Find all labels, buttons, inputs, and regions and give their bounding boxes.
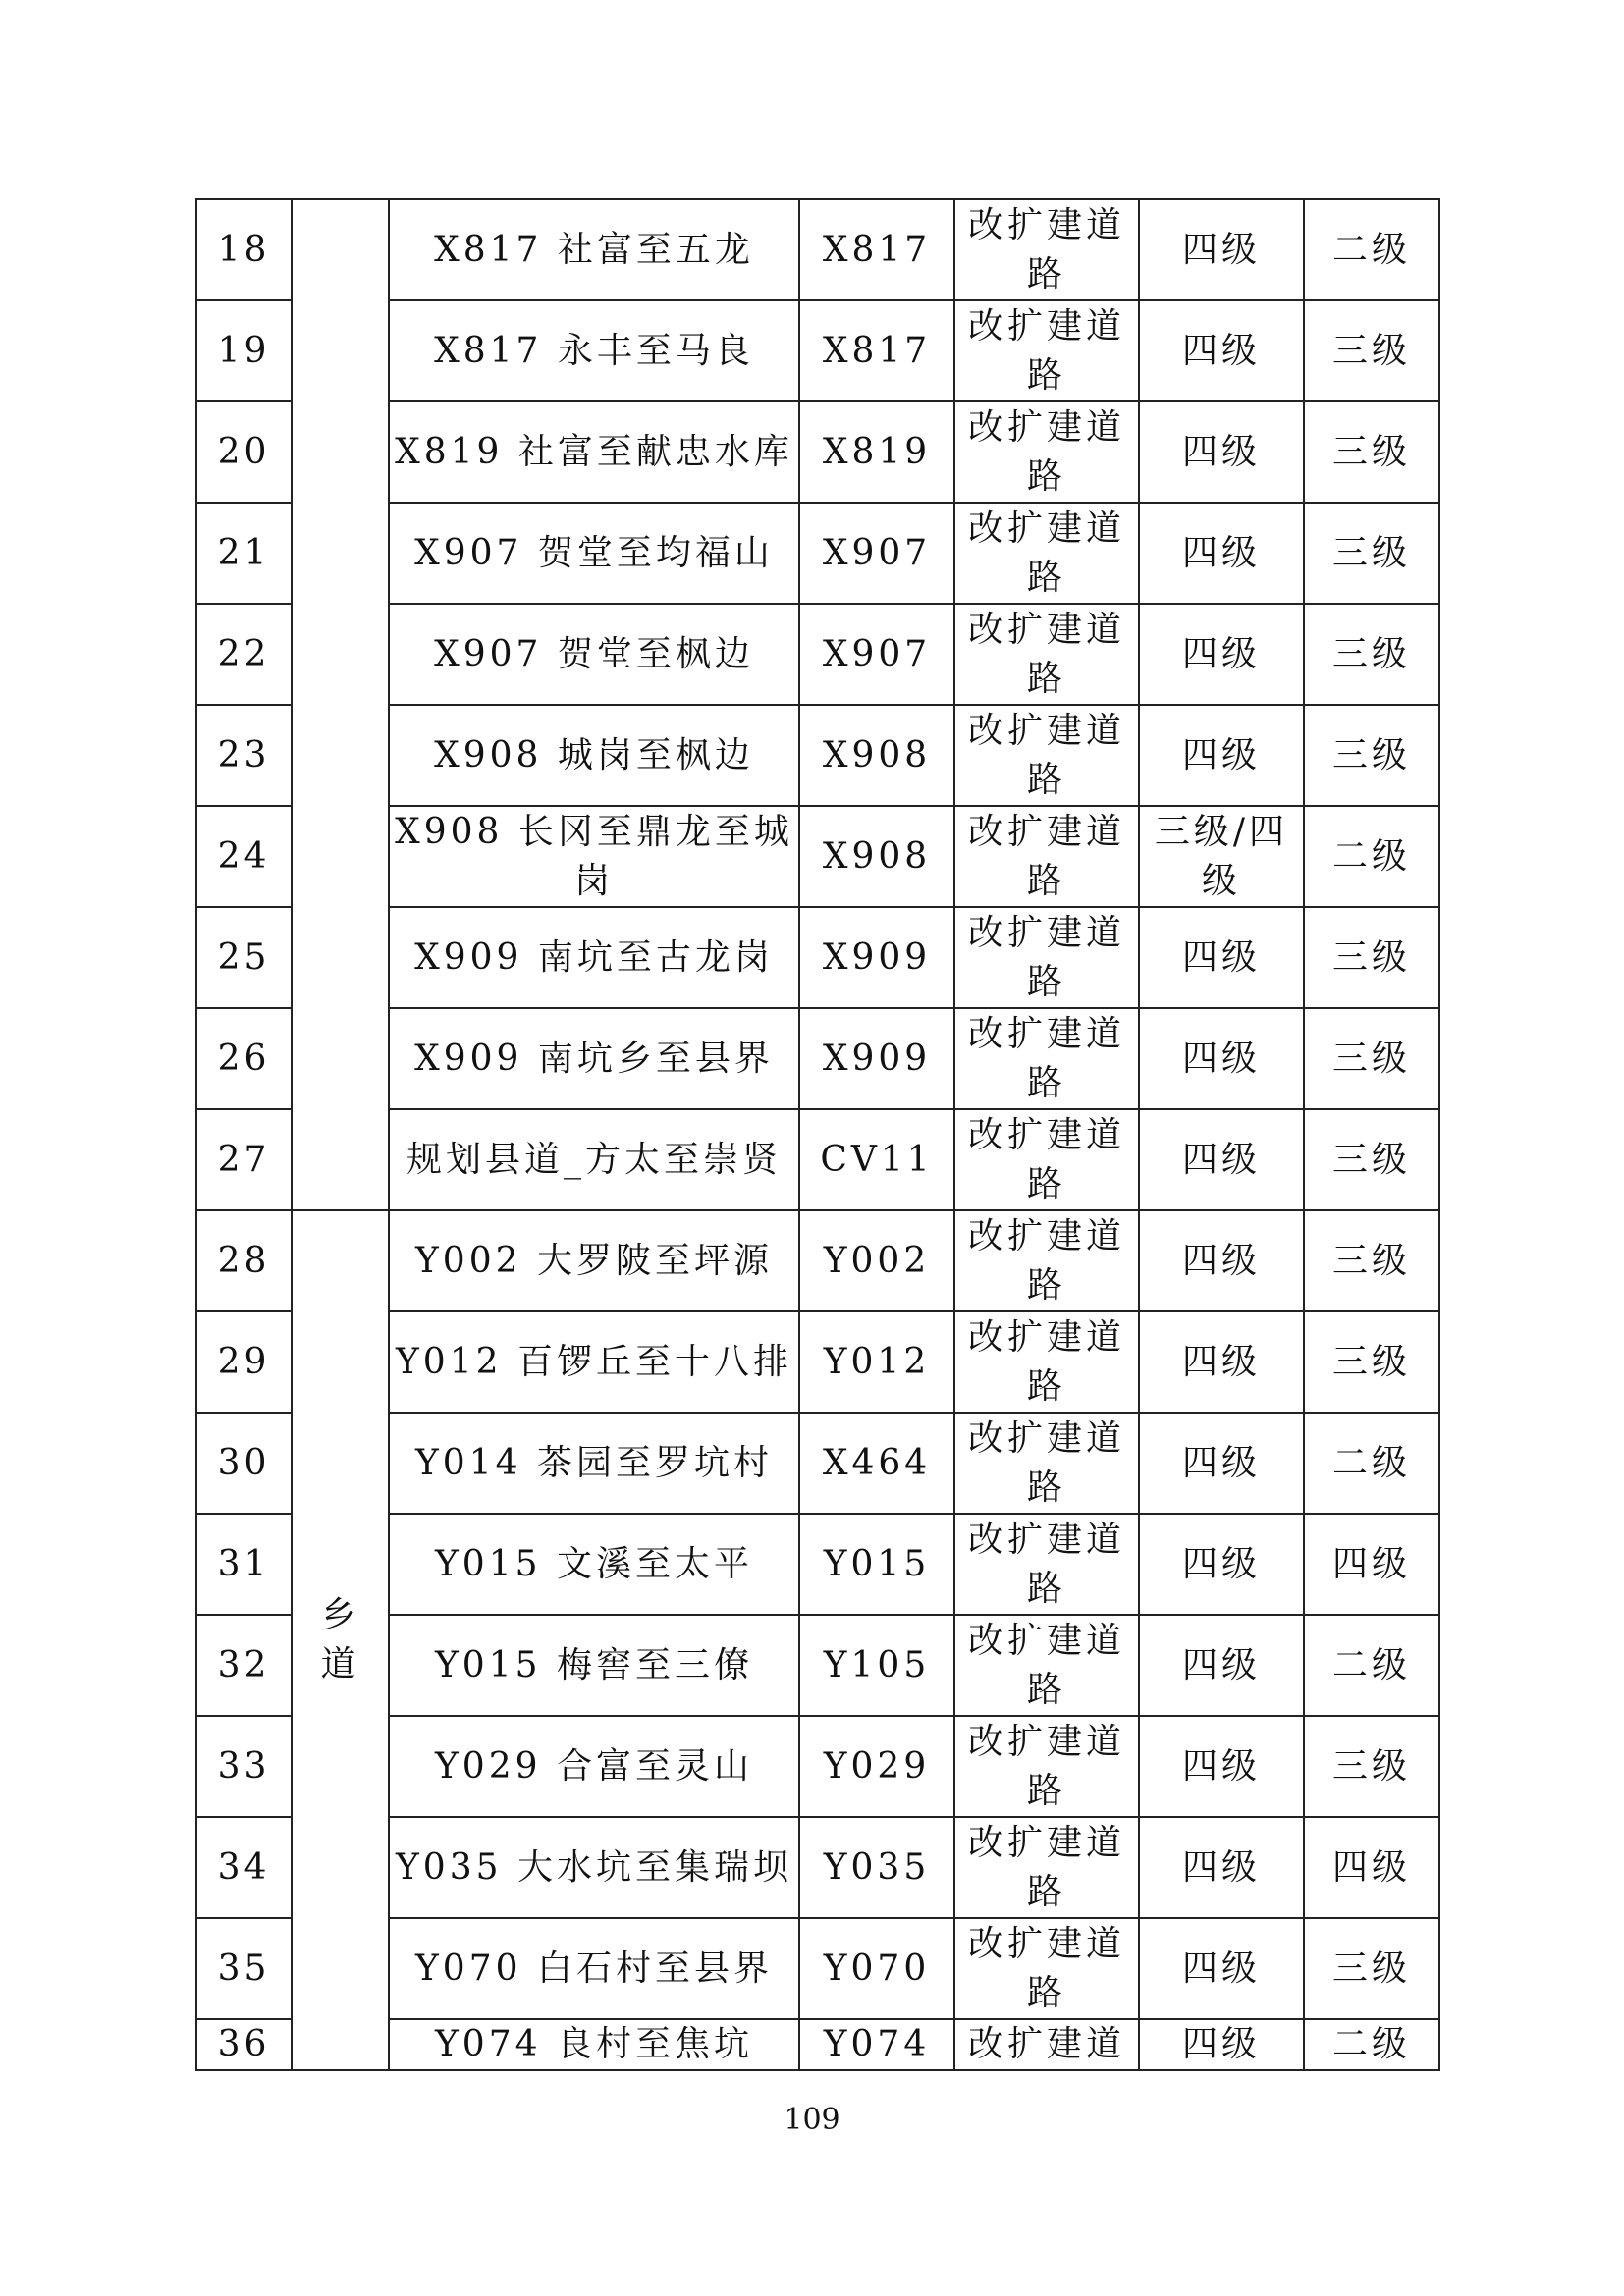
planned-grade-cell: 三级 [1304,604,1439,705]
road-code-cell: Y002 [799,1210,954,1311]
current-grade-cell: 四级 [1139,401,1304,503]
road-name-cell: Y035 大水坑至集瑞坝 [389,1817,799,1918]
road-name-cell: X909 南坑至古龙岗 [389,907,799,1008]
construction-type-cell: 改扩建道路 [954,401,1139,503]
road-name-cell: X817 永丰至马良 [389,300,799,401]
current-grade-cell: 四级 [1139,1918,1304,2019]
road-name-cell: X819 社富至献忠水库 [389,401,799,503]
planned-grade-cell: 三级 [1304,1311,1439,1413]
road-code-cell: CV11 [799,1109,954,1210]
row-number-cell: 30 [196,1413,292,1514]
construction-type-cell: 改扩建道路 [954,1716,1139,1817]
road-name-cell: Y015 梅窖至三僚 [389,1615,799,1716]
road-code-cell: X908 [799,806,954,907]
construction-type-cell: 改扩建道路 [954,907,1139,1008]
construction-type-cell: 改扩建道路 [954,1008,1139,1109]
row-number-cell: 33 [196,1716,292,1817]
current-grade-cell: 四级 [1139,2019,1304,2070]
row-number-cell: 34 [196,1817,292,1918]
table-row [196,199,1439,300]
current-grade-cell: 四级 [1139,1716,1304,1817]
construction-type-cell: 改扩建道路 [954,705,1139,806]
road-name-cell: Y029 合富至灵山 [389,1716,799,1817]
road-name-cell: Y074 良村至焦坑 [389,2019,799,2070]
current-grade-cell: 四级 [1139,1413,1304,1514]
road-name-cell: Y070 白石村至县界 [389,1918,799,2019]
road-code-cell: Y074 [799,2019,954,2070]
category-cell-township-road [292,1210,389,2070]
current-grade-cell: 四级 [1139,1311,1304,1413]
row-number-cell: 27 [196,1109,292,1210]
planned-grade-cell: 三级 [1304,300,1439,401]
row-number-cell: 36 [196,2019,292,2070]
construction-type-cell: 改扩建道路 [954,1817,1139,1918]
row-number-cell: 24 [196,806,292,907]
row-number-cell: 25 [196,907,292,1008]
planned-grade-cell: 二级 [1304,806,1439,907]
road-code-cell: X908 [799,705,954,806]
current-grade-cell: 四级 [1139,300,1304,401]
planned-grade-cell: 二级 [1304,1413,1439,1514]
row-number-cell: 29 [196,1311,292,1413]
construction-type-cell: 改扩建道路 [954,1615,1139,1716]
construction-type-cell: 改扩建道路 [954,199,1139,300]
category-cell-county-road [292,199,389,1210]
road-name-cell: 规划县道_方太至崇贤 [389,1109,799,1210]
road-code-cell: Y105 [799,1615,954,1716]
planned-grade-cell: 三级 [1304,1716,1439,1817]
current-grade-cell: 四级 [1139,705,1304,806]
road-name-cell: X908 城岗至枫边 [389,705,799,806]
planned-grade-cell: 三级 [1304,1918,1439,2019]
road-code-cell: Y012 [799,1311,954,1413]
road-code-cell: X817 [799,300,954,401]
road-name-cell: X908 长冈至鼎龙至城岗 [389,806,799,907]
road-name-cell: Y015 文溪至太平 [389,1514,799,1615]
planned-grade-cell: 三级 [1304,1109,1439,1210]
row-number-cell: 32 [196,1615,292,1716]
current-grade-cell: 四级 [1139,1615,1304,1716]
planned-grade-cell: 二级 [1304,2019,1439,2070]
planned-grade-cell: 三级 [1304,503,1439,604]
current-grade-cell: 四级 [1139,604,1304,705]
row-number-cell: 21 [196,503,292,604]
construction-type-cell: 改扩建道路 [954,1109,1139,1210]
current-grade-cell: 四级 [1139,503,1304,604]
construction-type-cell: 改扩建道路 [954,1514,1139,1615]
row-number-cell: 20 [196,401,292,503]
current-grade-cell: 四级 [1139,1817,1304,1918]
planned-grade-cell: 三级 [1304,401,1439,503]
planned-grade-cell: 三级 [1304,1008,1439,1109]
planned-grade-cell: 二级 [1304,199,1439,300]
road-name-cell: X907 贺堂至枫边 [389,604,799,705]
construction-type-cell: 改扩建道路 [954,1311,1139,1413]
road-code-cell: X909 [799,907,954,1008]
current-grade-cell: 四级 [1139,199,1304,300]
planned-grade-cell: 四级 [1304,1817,1439,1918]
current-grade-cell: 三级/四级 [1139,806,1304,907]
planned-grade-cell: 三级 [1304,705,1439,806]
table-row [196,1210,1439,1311]
current-grade-cell: 四级 [1139,1210,1304,1311]
road-code-cell: X909 [799,1008,954,1109]
page-number: 109 [784,2103,840,2137]
construction-type-cell: 改扩建道路 [954,1918,1139,2019]
category-char: 乡 [320,1595,360,1635]
road-name-cell: X909 南坑乡至县界 [389,1008,799,1109]
road-name-cell: Y002 大罗陂至坪源 [389,1210,799,1311]
row-number-cell: 35 [196,1918,292,2019]
category-char: 道 [320,1644,360,1684]
row-number-cell: 22 [196,604,292,705]
planned-grade-cell: 三级 [1304,907,1439,1008]
road-name-cell: X817 社富至五龙 [389,199,799,300]
current-grade-cell: 四级 [1139,1008,1304,1109]
row-number-cell: 28 [196,1210,292,1311]
construction-type-cell: 改扩建道路 [954,806,1139,907]
row-number-cell: 26 [196,1008,292,1109]
planned-grade-cell: 二级 [1304,1615,1439,1716]
planned-grade-cell: 四级 [1304,1514,1439,1615]
road-code-cell: Y029 [799,1716,954,1817]
current-grade-cell: 四级 [1139,1109,1304,1210]
row-number-cell: 19 [196,300,292,401]
row-number-cell: 23 [196,705,292,806]
construction-type-cell: 改扩建道路 [954,300,1139,401]
road-code-cell: Y070 [799,1918,954,2019]
road-name-cell: X907 贺堂至均福山 [389,503,799,604]
road-code-cell: X817 [799,199,954,300]
row-number-cell: 31 [196,1514,292,1615]
road-code-cell: X464 [799,1413,954,1514]
construction-type-cell: 改扩建道路 [954,503,1139,604]
current-grade-cell: 四级 [1139,1514,1304,1615]
road-name-cell: Y012 百锣丘至十八排 [389,1311,799,1413]
road-plan-table [195,198,1440,2071]
road-code-cell: X907 [799,503,954,604]
road-code-cell: Y035 [799,1817,954,1918]
road-name-cell: Y014 茶园至罗坑村 [389,1413,799,1514]
construction-type-cell: 改扩建道 [954,2019,1139,2070]
road-code-cell: X907 [799,604,954,705]
row-number-cell: 18 [196,199,292,300]
construction-type-cell: 改扩建道路 [954,1413,1139,1514]
planned-grade-cell: 三级 [1304,1210,1439,1311]
construction-type-cell: 改扩建道路 [954,604,1139,705]
road-code-cell: Y015 [799,1514,954,1615]
road-code-cell: X819 [799,401,954,503]
construction-type-cell: 改扩建道路 [954,1210,1139,1311]
current-grade-cell: 四级 [1139,907,1304,1008]
